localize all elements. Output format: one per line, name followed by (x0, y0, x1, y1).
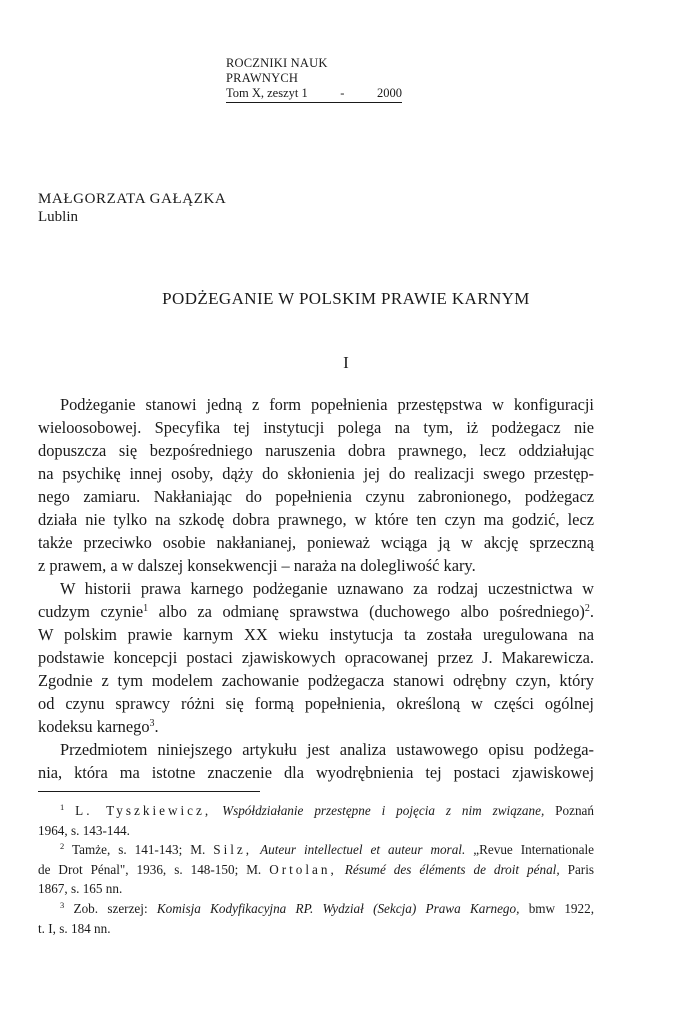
footnote-number: 3 (60, 899, 65, 910)
text-span: „Revue Internationale (465, 842, 594, 858)
article-body (38, 393, 594, 784)
footnote-line: 1867, s. 165 nn. (38, 881, 123, 897)
text-line: Zgodnie z tym modelem zachowanie podżegacza stanowi odrębny czyn, który (38, 671, 594, 690)
text-line: także przeciwko osobie nakłanianej, ponieważ wciąga ją w akcję sprzeczną (38, 533, 594, 552)
text-line (38, 715, 594, 738)
footnote-line (38, 801, 594, 821)
volume-year: 2000 (376, 86, 402, 100)
footnote-author: Silz, (213, 842, 253, 858)
text-line: dopuszcza się bezpośredniego naruszenia dobra prawnego, lecz oddziałując (38, 441, 594, 460)
footnote-separator (38, 791, 260, 792)
text-span: Zob. szerzej: (73, 900, 157, 916)
footnote-2 (38, 840, 594, 899)
section-number: I (343, 353, 349, 372)
footnote-ref-3[interactable]: 3 (149, 718, 155, 729)
paragraph-1 (38, 393, 594, 577)
footnotes (38, 801, 594, 938)
footnote-ref-2[interactable]: 2 (584, 603, 590, 614)
footnote-3 (38, 899, 594, 938)
running-header (226, 56, 402, 103)
article-title: PODŻEGANIE W POLSKIM PRAWIE KARNYM (162, 289, 530, 308)
text-line: działa nie tylko na szkodę dobra prawnego, w które ten czyn ma godzić, lecz (38, 510, 594, 529)
text-line: podstawie koncepcji postaci zjawiskowych opracowanej przez J. Makarewicza. (38, 648, 594, 667)
text-span: Paris (559, 861, 594, 877)
footnote-title: Résumé des éléments de droit pénal, (344, 861, 560, 877)
text-line: Podżeganie stanowi jedną z form popełnienia przestępstwa w konfiguracji (60, 395, 594, 414)
text-line: Przedmiotem niniejszego artykułu jest analiza ustawowego opisu podżega- (60, 740, 594, 759)
footnote-ref-1[interactable]: 1 (143, 603, 149, 614)
text-line: wieloosobowej. Specyfika tej instytucji polega na tym, iż podżegacz nie (38, 418, 594, 437)
volume-dash: - (340, 86, 345, 100)
footnote-author: L. Tyszkiewicz, (75, 803, 212, 818)
text-span: kodeksu karnego (38, 717, 150, 736)
text-span: Tamże, s. 141-143; M. (72, 842, 214, 858)
footnote-1 (38, 801, 594, 840)
paragraph-3 (38, 738, 594, 784)
text-line: W polskim prawie karnym XX wieku instytucja ta została uregulowana na (38, 625, 594, 644)
footnote-line (38, 899, 594, 919)
text-span: albo za odmianę sprawstwa (duchowego albo pośredniego) (148, 602, 585, 621)
footnote-line: 1964, s. 143-144. (38, 822, 130, 838)
text-line: W historii prawa karnego podżeganie uznawano za rodzaj uczestnictwa w (60, 579, 594, 598)
text-span: Poznań (544, 803, 594, 818)
author-name: MAŁGORZATA GAŁĄZKA (38, 191, 227, 207)
text-span (337, 862, 345, 877)
footnote-line: t. I, s. 184 nn. (38, 920, 111, 936)
text-line: nego zamiaru. Nakłaniając do popełnienia czynu zabronionego, podżegacz (38, 487, 594, 506)
text-line: na psychikę innej osoby, dąży do skłonienia jej do realizacji swego przestęp- (38, 464, 594, 483)
text-line: nia, która ma istotne znaczenie dla wyodrębnienia tej postaci zjawiskowej (38, 763, 594, 782)
footnote-number: 2 (60, 841, 65, 852)
footnote-title: Auteur intellectuel et auteur moral. (260, 842, 466, 858)
text-span: de Drot Pénal", 1936, s. 148-150; M. (38, 861, 270, 877)
text-span: bmw 1922, (519, 900, 595, 916)
journal-name: ROCZNIKI NAUK PRAWNYCH (226, 56, 328, 85)
text-line (38, 600, 594, 623)
text-line: z prawem, a w dalszej konsekwencji – naraża na dolegliwość kary. (38, 556, 476, 575)
volume-line (226, 86, 402, 103)
footnote-line (38, 860, 594, 880)
paragraph-2 (38, 577, 594, 738)
text-span: . (589, 602, 594, 621)
footnote-author: Ortolan, (269, 861, 337, 877)
footnote-title: Komisja Kodyfikacyjna RP. Wydział (Sekcja) Prawa Karnego, (156, 900, 520, 916)
text-span (252, 842, 260, 857)
author-city: Lublin (38, 209, 78, 225)
text-span: . (154, 717, 159, 736)
volume-info: Tom X, zeszyt 1 (226, 86, 308, 100)
text-span: cudzym czynie (38, 602, 144, 621)
footnote-title: Współdziałanie przestępne i pojęcia z nim związane, (222, 803, 545, 818)
text-line: od czynu sprawcy różni się formą popełnienia, określoną w części ogólnej (38, 694, 594, 713)
footnote-number: 1 (60, 802, 65, 812)
footnote-line (38, 840, 594, 860)
